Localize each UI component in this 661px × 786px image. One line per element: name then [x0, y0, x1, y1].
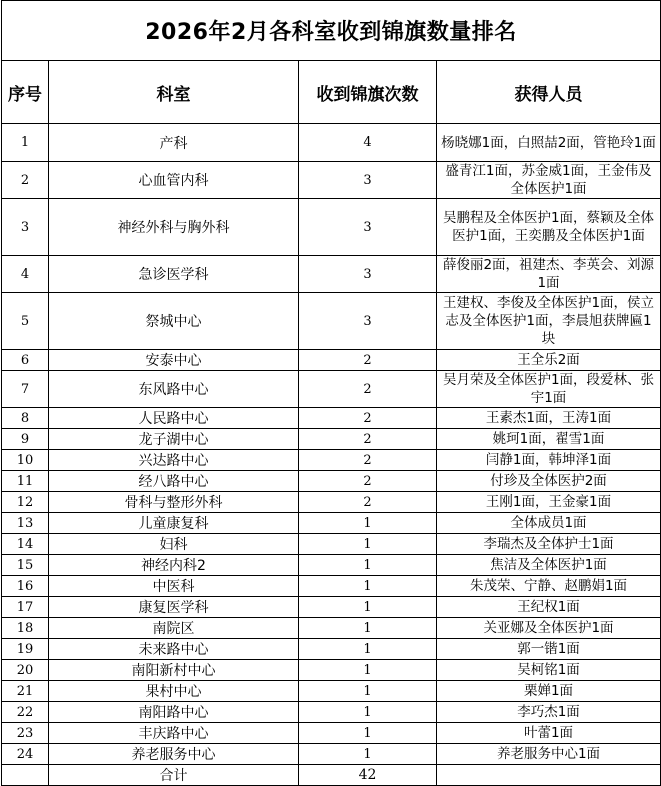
row-index: 5 — [2, 293, 49, 350]
table-row — [2, 256, 661, 293]
row-count: 1 — [299, 681, 437, 702]
row-recipients: 全体成员1面 — [437, 513, 661, 534]
row-count: 1 — [299, 597, 437, 618]
row-index: 3 — [2, 199, 49, 256]
row-department: 神经内科2 — [49, 555, 299, 576]
row-count: 1 — [299, 723, 437, 744]
row-index: 14 — [2, 534, 49, 555]
row-index: 10 — [2, 450, 49, 471]
row-index: 20 — [2, 660, 49, 681]
table-row — [2, 124, 661, 162]
row-recipients: 郭一锴1面 — [437, 639, 661, 660]
row-recipients: 李瑞杰及全体护士1面 — [437, 534, 661, 555]
total-empty-2 — [437, 765, 661, 786]
row-count: 2 — [299, 408, 437, 429]
row-count: 2 — [299, 471, 437, 492]
row-count: 3 — [299, 162, 437, 199]
row-recipients: 王全乐2面 — [437, 350, 661, 371]
row-department: 心血管内科 — [49, 162, 299, 199]
row-recipients: 朱茂荣、宁静、赵鹏娟1面 — [437, 576, 661, 597]
table-row — [2, 723, 661, 744]
row-department: 兴达路中心 — [49, 450, 299, 471]
row-recipients: 杨晓娜1面，白照喆2面，管艳玲1面 — [437, 124, 661, 162]
row-index: 19 — [2, 639, 49, 660]
row-recipients: 李巧杰1面 — [437, 702, 661, 723]
row-department: 康复医学科 — [49, 597, 299, 618]
row-index: 8 — [2, 408, 49, 429]
row-index: 1 — [2, 124, 49, 162]
row-count: 1 — [299, 618, 437, 639]
row-recipients: 养老服务中心1面 — [437, 744, 661, 765]
row-count: 3 — [299, 199, 437, 256]
row-count: 1 — [299, 660, 437, 681]
row-recipients: 王素杰1面，王涛1面 — [437, 408, 661, 429]
row-index: 13 — [2, 513, 49, 534]
table-row — [2, 513, 661, 534]
row-department: 安泰中心 — [49, 350, 299, 371]
table-row — [2, 618, 661, 639]
row-recipients: 闫静1面，韩坤泽1面 — [437, 450, 661, 471]
total-value: 42 — [299, 765, 437, 786]
row-department: 人民路中心 — [49, 408, 299, 429]
row-department: 产科 — [49, 124, 299, 162]
table-row — [2, 492, 661, 513]
total-label: 合计 — [49, 765, 299, 786]
row-department: 丰庆路中心 — [49, 723, 299, 744]
row-count: 3 — [299, 256, 437, 293]
row-department: 龙子湖中心 — [49, 429, 299, 450]
row-index: 24 — [2, 744, 49, 765]
table-row — [2, 702, 661, 723]
row-department: 儿童康复科 — [49, 513, 299, 534]
table-row — [2, 350, 661, 371]
table-row — [2, 576, 661, 597]
table-row — [2, 639, 661, 660]
row-count: 1 — [299, 534, 437, 555]
row-recipients: 吴鹏程及全体医护1面，蔡颖及全体医护1面，王奕鹏及全体医护1面 — [437, 199, 661, 256]
row-count: 1 — [299, 513, 437, 534]
table-row — [2, 597, 661, 618]
row-index: 16 — [2, 576, 49, 597]
table-title: 2026年2月各科室收到锦旗数量排名 — [2, 1, 661, 61]
table-row — [2, 450, 661, 471]
row-department: 急诊医学科 — [49, 256, 299, 293]
row-count: 2 — [299, 492, 437, 513]
header-count: 收到锦旗次数 — [299, 61, 437, 124]
row-index: 22 — [2, 702, 49, 723]
row-recipients: 付珍及全体医护2面 — [437, 471, 661, 492]
row-count: 3 — [299, 293, 437, 350]
row-recipients: 盛青江1面，苏金威1面，王金伟及全体医护1面 — [437, 162, 661, 199]
row-count: 2 — [299, 350, 437, 371]
row-department: 南院区 — [49, 618, 299, 639]
row-recipients: 姚珂1面，翟雪1面 — [437, 429, 661, 450]
row-department: 经八路中心 — [49, 471, 299, 492]
row-index: 11 — [2, 471, 49, 492]
row-department: 果村中心 — [49, 681, 299, 702]
row-recipients: 王刚1面，王金豪1面 — [437, 492, 661, 513]
total-row — [2, 765, 661, 786]
row-recipients: 焦洁及全体医护1面 — [437, 555, 661, 576]
table-row — [2, 534, 661, 555]
row-department: 妇科 — [49, 534, 299, 555]
row-index: 4 — [2, 256, 49, 293]
row-count: 1 — [299, 639, 437, 660]
row-count: 4 — [299, 124, 437, 162]
row-index: 23 — [2, 723, 49, 744]
header-index: 序号 — [2, 61, 49, 124]
header-recipients: 获得人员 — [437, 61, 661, 124]
row-count: 1 — [299, 576, 437, 597]
table-row — [2, 293, 661, 350]
table-row — [2, 744, 661, 765]
row-index: 12 — [2, 492, 49, 513]
row-recipients: 吴柯铭1面 — [437, 660, 661, 681]
row-department: 中医科 — [49, 576, 299, 597]
row-department: 东风路中心 — [49, 371, 299, 408]
table-row — [2, 162, 661, 199]
table-row — [2, 199, 661, 256]
table-row — [2, 371, 661, 408]
row-department: 未来路中心 — [49, 639, 299, 660]
row-recipients: 薛俊丽2面，祖建杰、李英会、刘源1面 — [437, 256, 661, 293]
table-row — [2, 660, 661, 681]
row-department: 养老服务中心 — [49, 744, 299, 765]
row-count: 2 — [299, 371, 437, 408]
row-recipients: 王建权、李俊及全体医护1面，侯立志及全体医护1面，李晨旭获牌匾1块 — [437, 293, 661, 350]
row-count: 2 — [299, 450, 437, 471]
header-department: 科室 — [49, 61, 299, 124]
ranking-table — [1, 0, 661, 786]
row-recipients: 关亚娜及全体医护1面 — [437, 618, 661, 639]
row-index: 7 — [2, 371, 49, 408]
row-index: 9 — [2, 429, 49, 450]
row-index: 21 — [2, 681, 49, 702]
row-index: 6 — [2, 350, 49, 371]
row-index: 18 — [2, 618, 49, 639]
row-recipients: 王纪权1面 — [437, 597, 661, 618]
row-recipients: 叶蕾1面 — [437, 723, 661, 744]
total-empty — [2, 765, 49, 786]
row-index: 15 — [2, 555, 49, 576]
table-row — [2, 471, 661, 492]
table-row — [2, 555, 661, 576]
row-department: 南阳路中心 — [49, 702, 299, 723]
row-count: 2 — [299, 429, 437, 450]
row-count: 1 — [299, 702, 437, 723]
row-department: 神经外科与胸外科 — [49, 199, 299, 256]
table-row — [2, 408, 661, 429]
row-department: 祭城中心 — [49, 293, 299, 350]
row-department: 南阳新村中心 — [49, 660, 299, 681]
table-row — [2, 681, 661, 702]
row-count: 1 — [299, 744, 437, 765]
table-row — [2, 429, 661, 450]
row-department: 骨科与整形外科 — [49, 492, 299, 513]
row-recipients: 栗婵1面 — [437, 681, 661, 702]
row-recipients: 吴月荣及全体医护1面，段爱林、张宇1面 — [437, 371, 661, 408]
row-index: 2 — [2, 162, 49, 199]
row-index: 17 — [2, 597, 49, 618]
row-count: 1 — [299, 555, 437, 576]
